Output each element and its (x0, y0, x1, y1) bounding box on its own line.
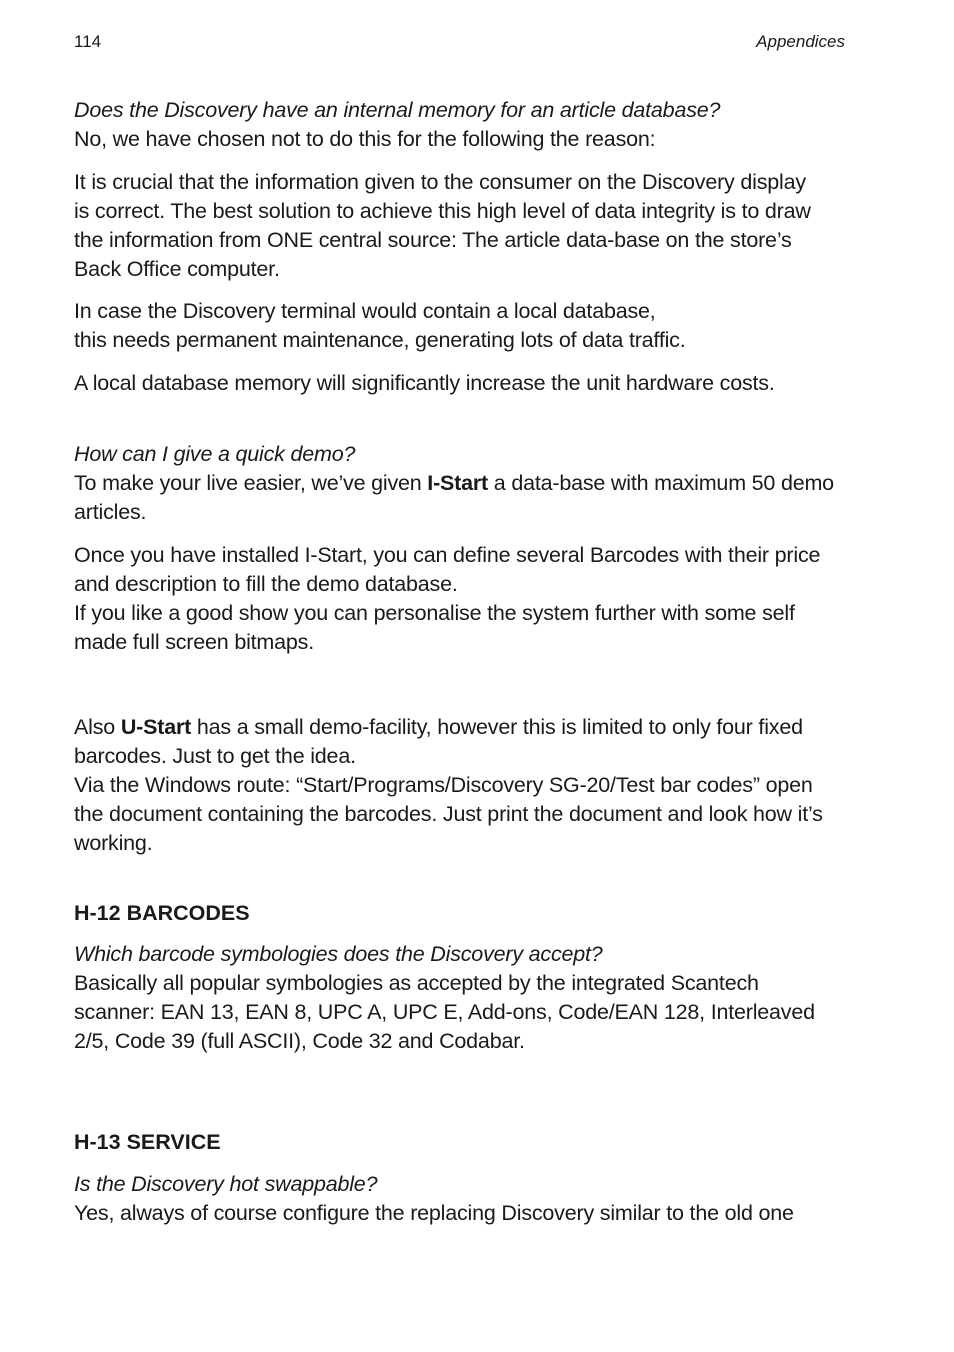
faq-hot-swappable (74, 1170, 874, 1228)
text-line: is correct. The best solution to achieve this high level of data integrity is to draw (74, 199, 811, 223)
text-line: scanner: EAN 13, EAN 8, UPC A, UPC E, Add-ons, Code/EAN 128, Interleaved (74, 1000, 815, 1024)
text-line: the information from ONE central source: The article data-base on the store’s (74, 228, 792, 252)
paragraph-local-database (74, 297, 874, 355)
paragraph-define-barcodes (74, 541, 874, 657)
text-line: the document containing the barcodes. Just print the document and look how it’s (74, 802, 823, 826)
question: Does the Discovery have an internal memory for an article database? (74, 98, 721, 122)
faq-barcode-symbologies (74, 940, 874, 1056)
answer: No, we have chosen not to do this for the following the reason: (74, 127, 656, 151)
paragraph-hardware-costs (74, 369, 874, 398)
text-line: Back Office computer. (74, 257, 280, 281)
text-line: In case the Discovery terminal would contain a local database, (74, 299, 656, 323)
faq-internal-memory (74, 96, 874, 154)
text-run: To make your live easier, we’ve given (74, 471, 428, 495)
text-line: Basically all popular symbologies as accepted by the integrated Scantech (74, 971, 759, 995)
text-run: a data-base with maximum 50 demo (488, 471, 834, 495)
text-line: Once you have installed I-Start, you can define several Barcodes with their price (74, 543, 821, 567)
question: Is the Discovery hot swappable? (74, 1172, 378, 1196)
text-line: Via the Windows route: “Start/Programs/Discovery SG-20/Test bar codes” open (74, 773, 813, 797)
product-name-ustart: U-Start (120, 715, 192, 739)
page-number: 114 (74, 32, 102, 51)
text-line: 2/5, Code 39 (full ASCII), Code 32 and Codabar. (74, 1029, 525, 1053)
text-line: It is crucial that the information given to the consumer on the Discovery display (74, 170, 806, 194)
text-line: working. (74, 831, 153, 855)
text-line: barcodes. Just to get the idea. (74, 744, 356, 768)
paragraph-data-integrity (74, 168, 874, 284)
question: How can I give a quick demo? (74, 442, 356, 466)
paragraph-ustart-demo (74, 713, 874, 858)
section-heading-service: H-13 SERVICE (74, 1130, 221, 1154)
running-section-title: Appendices (756, 32, 845, 51)
answer-line (74, 469, 874, 498)
question: Which barcode symbologies does the Discovery accept? (74, 942, 603, 966)
text-line: made full screen bitmaps. (74, 630, 314, 654)
page-header (74, 32, 845, 54)
text-line: this needs permanent maintenance, generating lots of data traffic. (74, 328, 686, 352)
text-line: If you like a good show you can personalise the system further with some self (74, 601, 795, 625)
text-line (74, 713, 874, 742)
section-heading-barcodes: H-12 BARCODES (74, 901, 250, 925)
text-line: A local database memory will significantly increase the unit hardware costs. (74, 371, 775, 395)
text-line: and description to fill the demo database. (74, 572, 458, 596)
text-run: Also (74, 715, 121, 739)
text-run: has a small demo-facility, however this is limited to only four fixed (191, 715, 803, 739)
product-name-istart: I-Start (427, 471, 489, 495)
text-line: articles. (74, 500, 147, 524)
faq-quick-demo (74, 440, 874, 527)
answer: Yes, always of course configure the replacing Discovery similar to the old one (74, 1201, 794, 1225)
